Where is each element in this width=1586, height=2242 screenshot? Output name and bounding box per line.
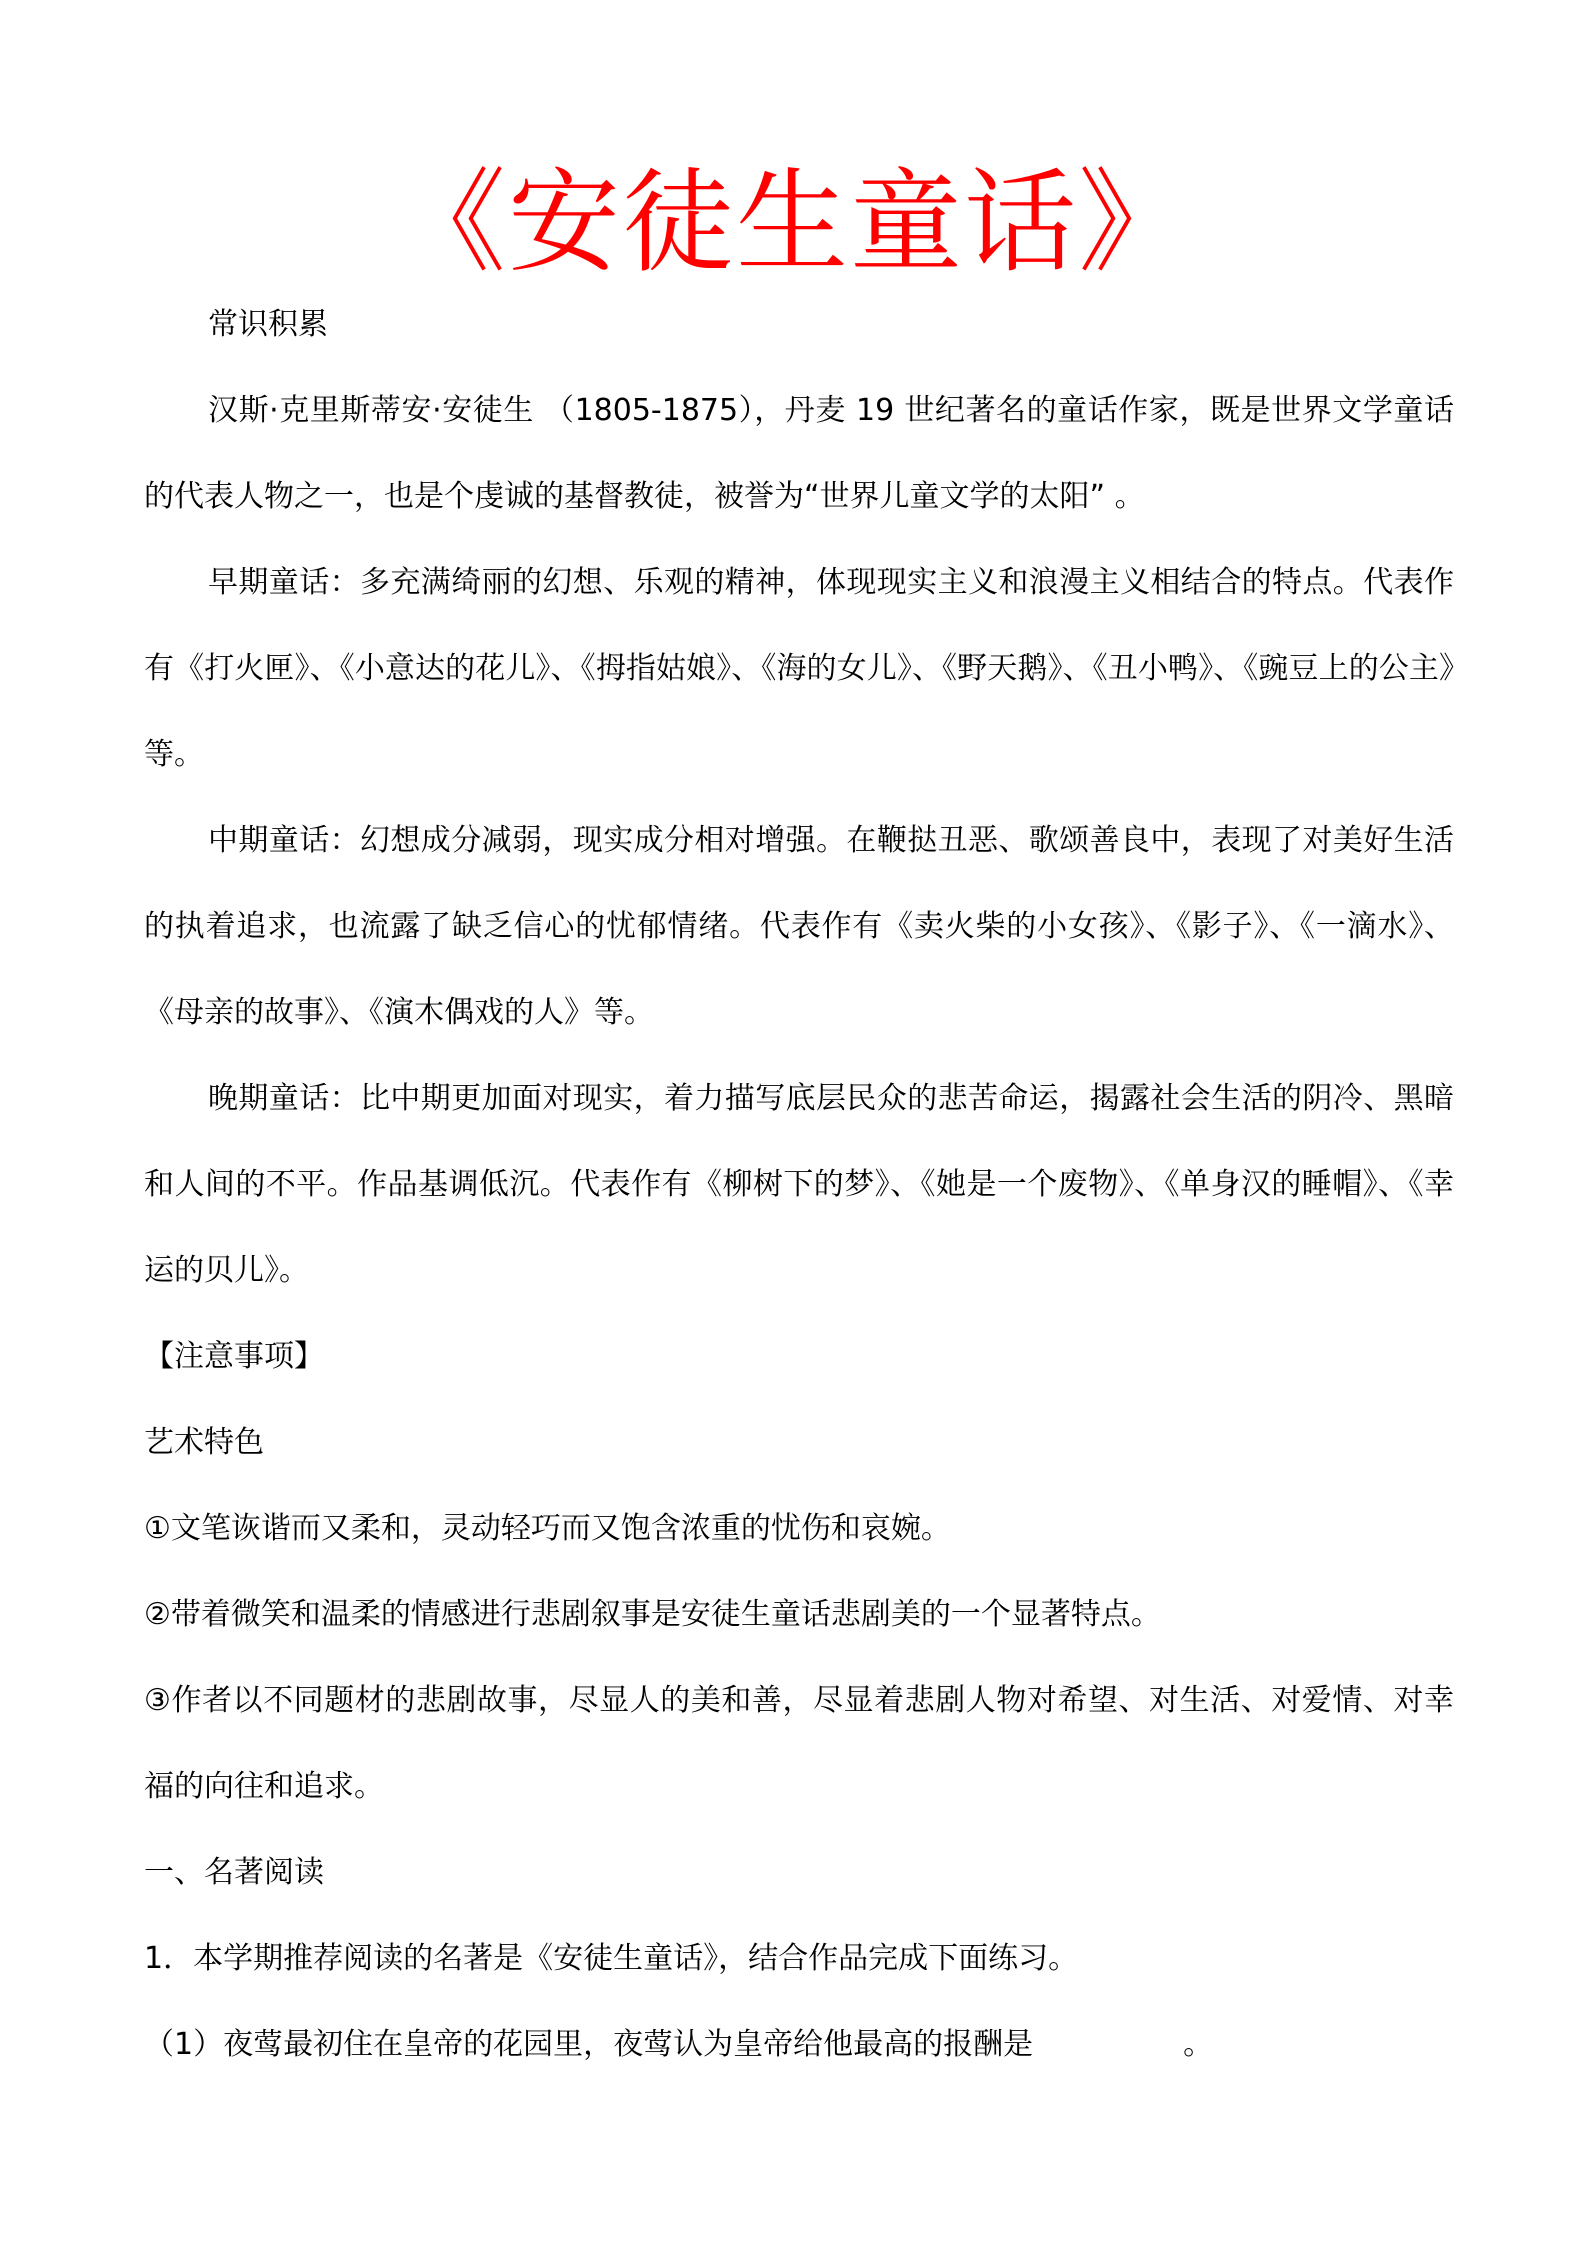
notes-heading: 【注意事项】 [144, 1339, 324, 1374]
art-feature-1: ①文笔诙谐而又柔和，灵动轻巧而又饱含浓重的忧伤和哀婉。 [144, 1511, 951, 1546]
middle-period-paragraph: 中期童话：幻想成分减弱，现实成分相对增强。在鞭挞丑恶、歌颂善良中，表现了对美好生活的执着追求，也流露了缺乏信心的忧郁情绪。代表作有《卖火柴的小女孩》、《影子》、《一滴水》、《母亲的故事》、《演木偶戏的人》等。 [144, 823, 1454, 1030]
art-features-heading: 艺术特色 [144, 1425, 264, 1460]
late-period-paragraph: 晚期童话：比中期更加面对现实，着力描写底层民众的悲苦命运，揭露社会生活的阴冷、黑暗和人间的不平。作品基调低沉。代表作有《柳树下的梦》、《她是一个废物》、《单身汉的睡帽》、《幸运的贝儿》。 [144, 1081, 1454, 1288]
author-intro-paragraph: 汉斯·克里斯蒂安·安徒生 （1805-1875），丹麦 19 世纪著名的童话作家，既是世界文学童话的代表人物之一，也是个虔诚的基督教徒，被誉为“世界儿童文学的太阳” 。 [144, 393, 1454, 514]
document-title: 《安徒生童话》 [394, 158, 1192, 288]
question-1-1-end: 。 [1183, 2027, 1214, 2062]
document-body [144, 282, 1454, 2088]
question-1-1-text: （1）夜莺最初住在皇帝的花园里，夜莺认为皇帝给他最高的报酬是 [144, 2027, 1034, 2062]
question-1: 1．本学期推荐阅读的名著是《安徒生童话》，结合作品完成下面练习。 [144, 1941, 1079, 1976]
art-feature-2: ②带着微笑和温柔的情感进行悲剧叙事是安徒生童话悲剧美的一个显著特点。 [144, 1597, 1161, 1632]
reading-section-heading: 一、名著阅读 [144, 1855, 324, 1890]
early-period-paragraph: 早期童话：多充满绮丽的幻想、乐观的精神，体现现实主义和浪漫主义相结合的特点。代表作有《打火匣》、《小意达的花儿》、《拇指姑娘》、《海的女儿》、《野天鹅》、《丑小鸭》、《豌豆上的公主》等。 [144, 565, 1454, 772]
common-knowledge-heading: 常识积累 [208, 307, 328, 342]
art-feature-3: ③作者以不同题材的悲剧故事，尽显人的美和善，尽显着悲剧人物对希望、对生活、对爱情、对幸福的向往和追求。 [144, 1683, 1454, 1804]
question-1-1 [144, 2002, 1454, 2088]
